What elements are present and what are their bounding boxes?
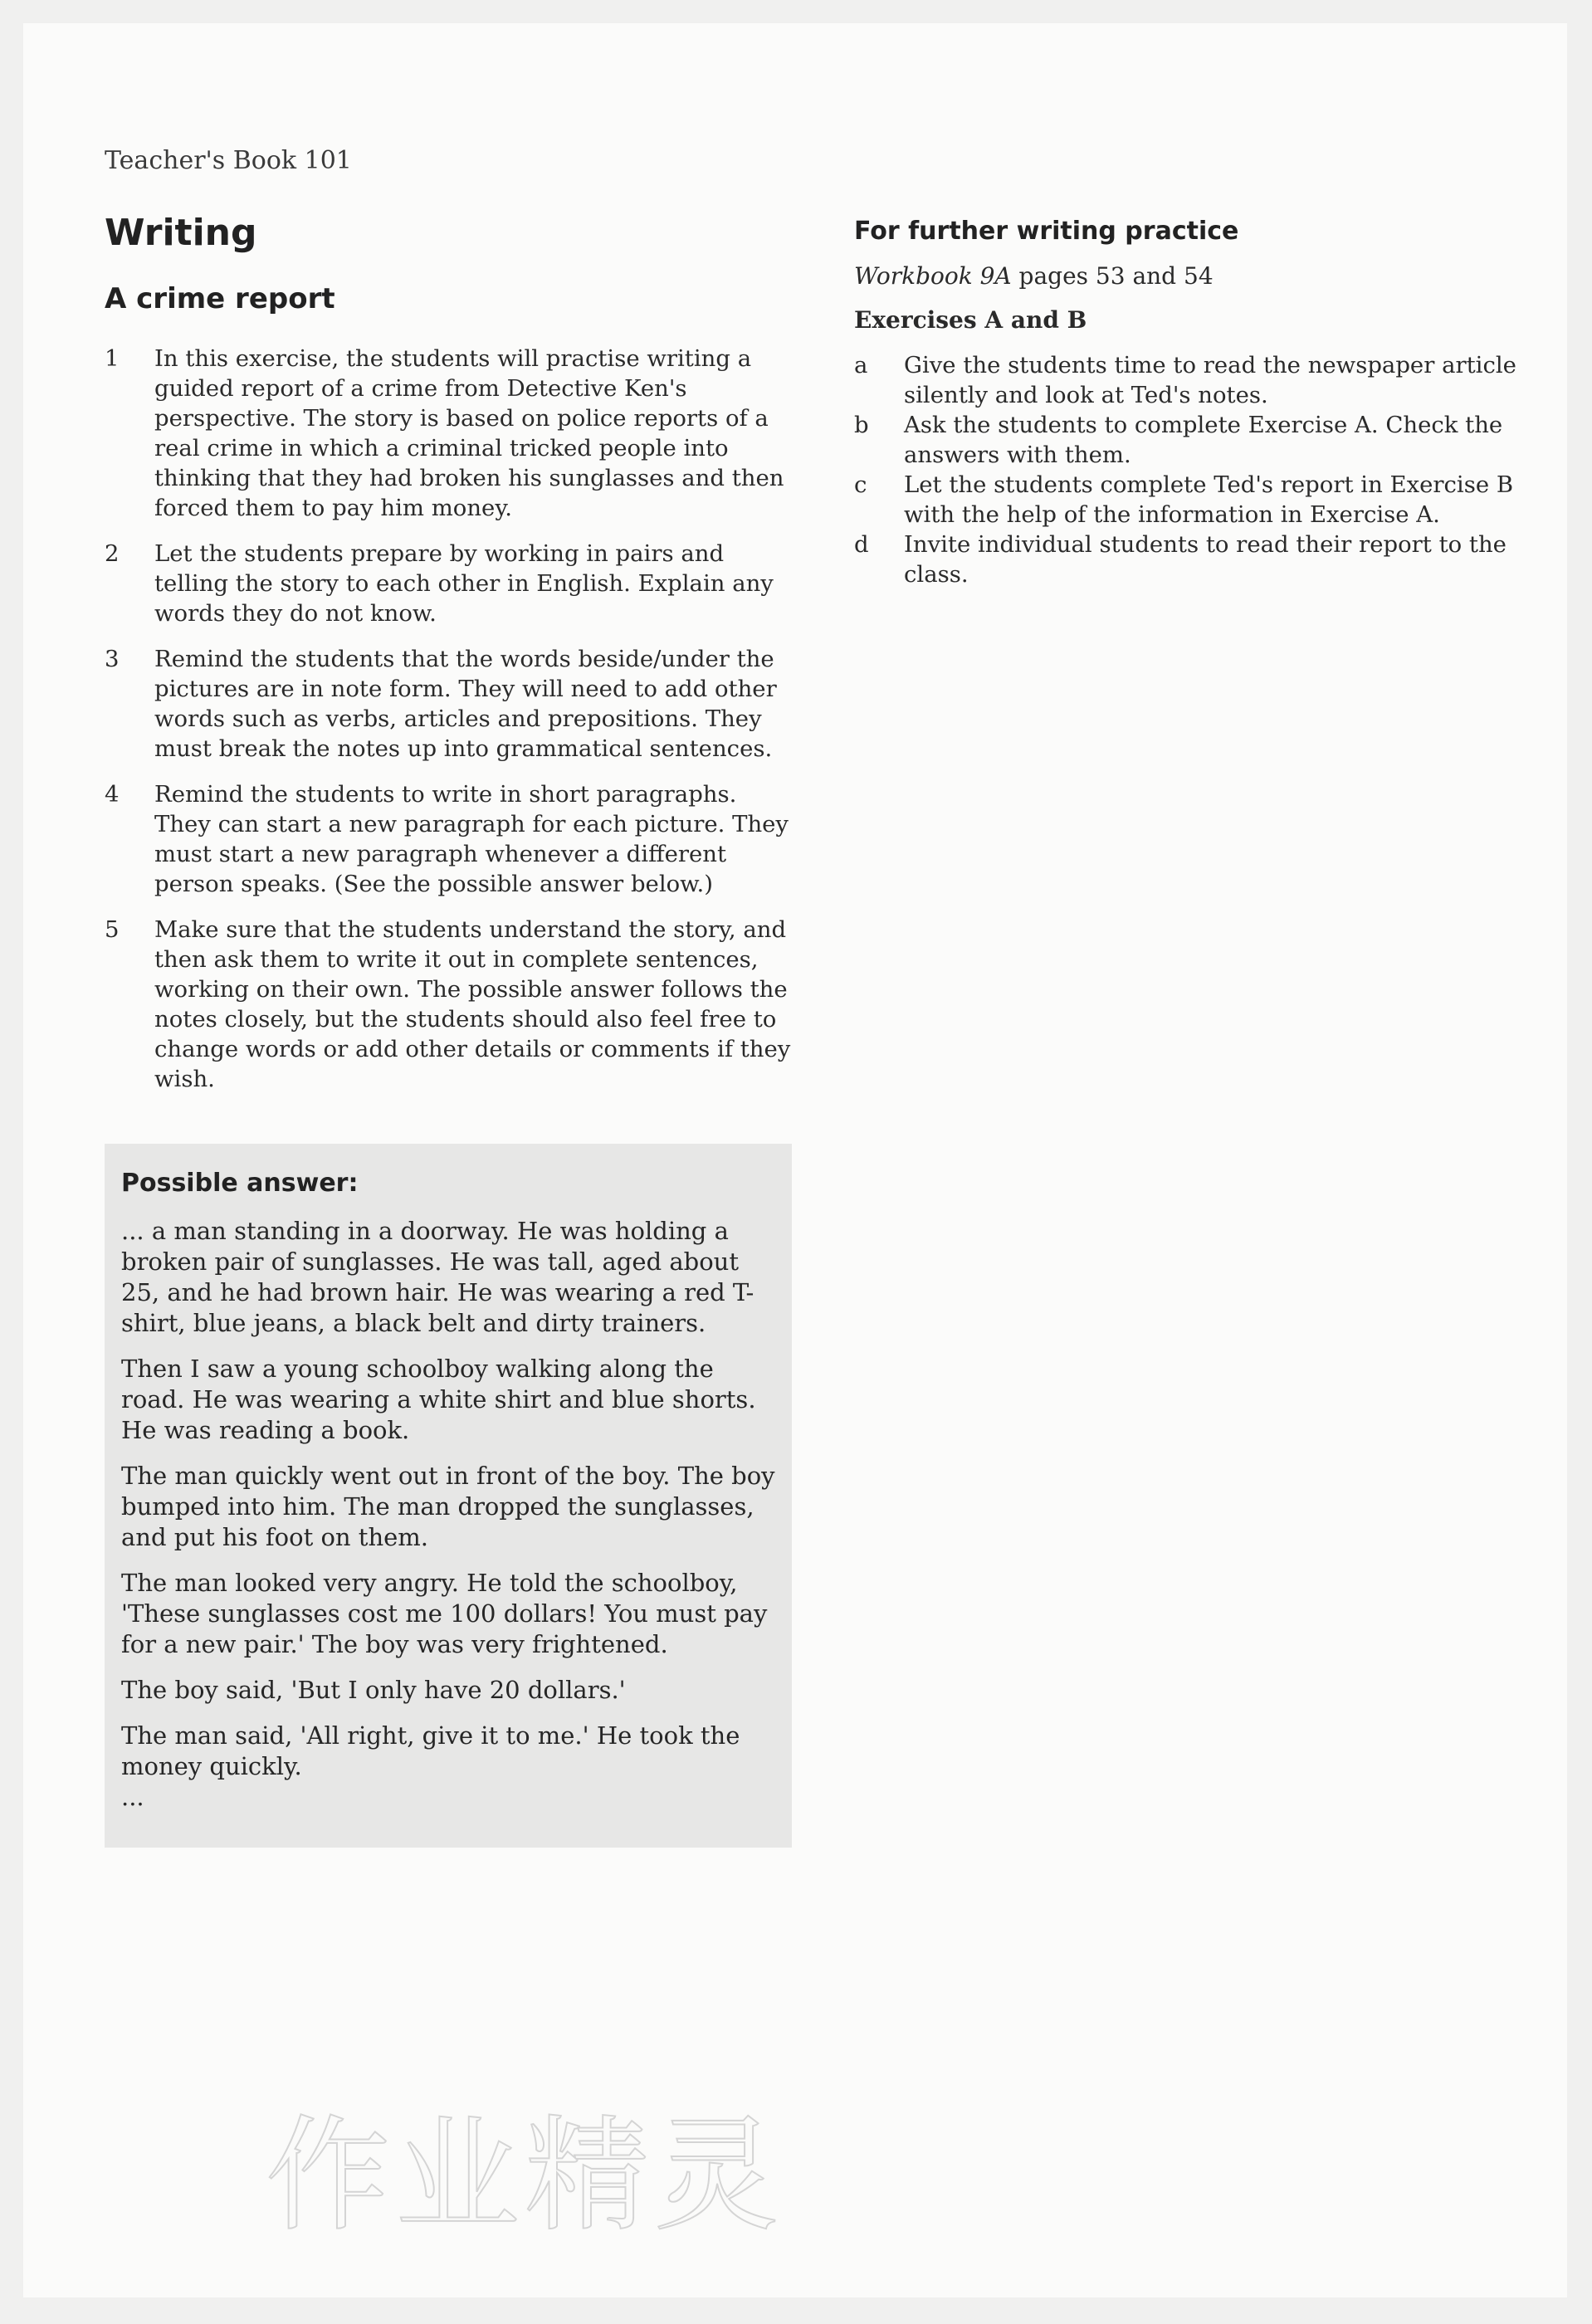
- right-column: [854, 212, 1518, 589]
- item-letter: d: [854, 531, 869, 558]
- item-text: Make sure that the students understand the story, and then ask them to write it out in complete sentences, working on their own. The possible answer follows the notes closely, but the students should also feel free to change words or add other details or comments if they wish.: [154, 916, 791, 1092]
- list-item: [854, 470, 1518, 530]
- item-text: Remind the students to write in short paragraphs. They can start a new paragraph for each picture. They must start a new paragraph whenever a different person speaks. (See the possible answer below.): [154, 781, 789, 897]
- item-text: Let the students complete Ted's report in Exercise B with the help of the information in Exercise A.: [904, 471, 1514, 528]
- list-item: [105, 644, 794, 764]
- left-column: [105, 212, 794, 1110]
- item-letter: c: [854, 471, 867, 498]
- item-number: 4: [105, 781, 120, 808]
- list-item: [105, 779, 794, 899]
- item-number: 2: [105, 540, 120, 567]
- list-item: [854, 410, 1518, 470]
- answer-paragraph: The boy said, 'But I only have 20 dollars.': [121, 1676, 626, 1704]
- item-number: 1: [105, 345, 120, 372]
- item-text: Give the students time to read the newspaper article silently and look at Ted's notes.: [904, 352, 1516, 408]
- answer-paragraph: ... a man standing in a doorway. He was holding a broken pair of sunglasses. He was tall, aged about 25, and he had brown hair. He was wearing a red T-shirt, blue jeans, a black belt and dirty trainers.: [121, 1217, 754, 1337]
- answer-ellipsis: ...: [121, 1783, 144, 1811]
- page-header: Teacher's Book 101: [105, 146, 352, 175]
- watermark: 作业精灵: [266, 2104, 784, 2248]
- workbook-pages: pages 53 and 54: [1011, 262, 1214, 290]
- item-letter: b: [854, 412, 869, 438]
- possible-answer-box: [105, 1144, 792, 1848]
- practice-title: For further writing practice: [854, 217, 1239, 246]
- answer-paragraph: The man looked very angry. He told the schoolboy, 'These sunglasses cost me 100 dollars! You must pay for a new pair.' The boy was very frightened.: [121, 1569, 768, 1658]
- item-text: Let the students prepare by working in pairs and telling the story to each other in English. Explain any words they do not know.: [154, 540, 774, 627]
- answer-paragraph: Then I saw a young schoolboy walking along the road. He was wearing a white shirt and blue shorts. He was reading a book.: [121, 1355, 756, 1444]
- list-item: [105, 539, 794, 628]
- item-number: 3: [105, 646, 120, 672]
- answer-paragraph: The man quickly went out in front of the boy. The boy bumped into him. The man dropped the sunglasses, and put his foot on them.: [121, 1462, 775, 1551]
- list-item: [854, 530, 1518, 589]
- item-text: Remind the students that the words beside/under the pictures are in note form. They will need to add other words such as verbs, articles and prepositions. They must break the notes up into grammatical sentences.: [154, 646, 777, 762]
- answer-paragraph: The man said, 'All right, give it to me.' He took the money quickly.: [121, 1721, 740, 1780]
- workbook-name: Workbook 9A: [854, 262, 1012, 290]
- exercises-heading: Exercises A and B: [854, 306, 1087, 334]
- item-text: Ask the students to complete Exercise A. Check the answers with them.: [904, 412, 1503, 468]
- item-number: 5: [105, 916, 120, 943]
- answer-title: Possible answer:: [121, 1169, 359, 1198]
- section-title: Writing: [105, 212, 257, 254]
- item-text: Invite individual students to read their report to the class.: [904, 531, 1507, 588]
- list-item: [105, 915, 794, 1094]
- item-text: In this exercise, the students will practise writing a guided report of a crime from Detective Ken's perspective. The story is based on police reports of a real crime in which a criminal tricked people into thinking that they had broken his sunglasses and then forced them to pay him money.: [154, 345, 784, 521]
- list-item: [854, 350, 1518, 410]
- section-subtitle: A crime report: [105, 282, 335, 315]
- list-item: [105, 344, 794, 523]
- item-letter: a: [854, 352, 868, 378]
- workbook-reference: [854, 262, 1518, 290]
